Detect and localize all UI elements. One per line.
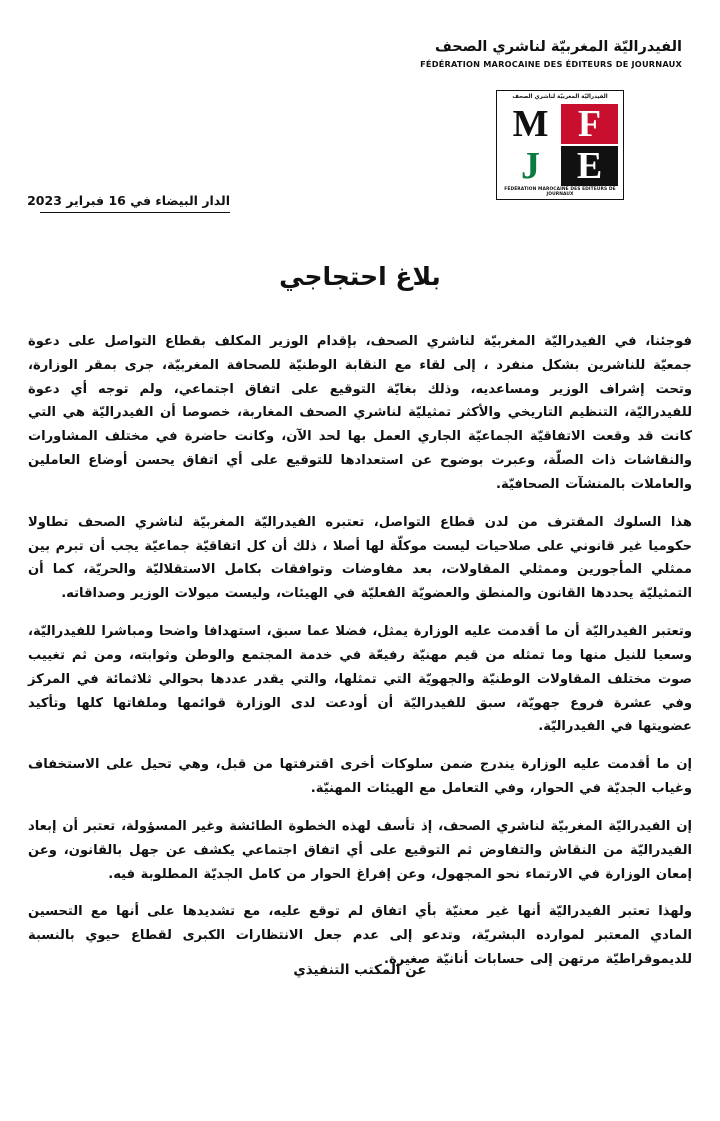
paragraph-1: فوجئنا، في الفيدراليّة المغربيّة لناشري الصحف، بإقدام الوزير المكلف بقطاع التواصل على دعوة جمعيّة للناشرين بشكل منفرد ، إلى لقاء مع النقابة الوطنيّة للصحافة المغربيّة، جرى بمقر الوزارة، وتحت إشراف الوزير ومساعديه، وذلك بغايّة التوقيع على اتفاق اجتماعي، ولم توجه أي دعوة للفيدراليّة، التنظيم التاريخي والأكثر تمثيليّة لناشري الصحف المغاربة، خصوصا أن الفيدراليّة هي التي كانت قد وقعت الاتفاقيّة الجماعيّة الجاري العمل بها لحد الآن، وكانت حاضرة في مختلف المشاورات والنقاشات ذات الصلّة، وعبرت بوضوح عن استعدادها للتوقيع على أي اتفاق يحسن أوضاع العاملين والعاملات بالمنشآت الصحافيّة. [28,334,692,492]
organization-name-arabic: الفيدراليّة المغربيّة لناشري الصحف [434,39,682,55]
paragraph-2: هذا السلوك المقترف من لدن قطاع التواصل، تعتبره الفيدراليّة المغربيّة لناشري الصحف تطاولا حكوميا غير قانوني على صلاحيات ليست موكلّة لها أصلا ، ذلك أن كل اتفاقيّة جماعيّة يجب أن تبرم بين ممثلي المأجورين وممثلي المقاولات، بعد مفاوضات وتوافقات بكامل الاستقلاليّة والحريّة، كما أن التمثيليّة يحددها القانون والمنطق والعضويّة الفعليّة في الهيئات، وليست ميولات الوزير وصداقاته. [28,514,692,602]
logo-caption-french: FÉDÉRATION MAROCAINE DES EDITEURS DE JOURNAUX [504,187,616,197]
paragraph-6: ولهذا تعتبر الفيدراليّة أنها غير معنيّة بأي اتفاق لم توقع عليه، مع تشديدها على أنها مع التحسين المادي المعتبر لموارده البشريّة، وتدعو إلى عدم جعل الانتظارات الكبرى لقطاع حيوي بالنسبة للديموقراطيّة مرتهن إلى حسابات أنانيّة صغيرة. [28,904,692,968]
dateline-underline [40,212,230,213]
logo-caption-arabic: الفيدراليّة المغربيّة لناشري الصحف [512,94,608,100]
organization-names [420,38,682,69]
logo-frame [496,90,624,200]
paragraph-3: وتعتبر الفيدراليّة أن ما أقدمت عليه الوزارة يمثل، فضلا عما سبق، استهدافا واضحا ومباشرا للفيدراليّة، وسعيا للنيل منها وما تمثله من قيم مهنيّة رفيعّة في خدمة المجتمع والوطن وثوابته، ومن ثم تغييب صوت مختلف المقاولات الوطنيّة والجهويّة التي تمثلها، والتي يقدر عددها بحوالي ثلاثمائة في المركز وفي عشرة فروع جهويّة، سبق للفيدراليّة أن أودعت لدى الوزارة قوائمها وملفاتها كلها وتأكيد عضويتها في الفيدراليّة. [28,624,692,735]
document-body [28,330,692,986]
logo-letter-f: F [561,104,618,144]
logo-letter-e: E [561,146,618,186]
dateline-text: الدار البيضاء في 16 فبراير 2023 [27,193,230,208]
document-header [0,28,720,208]
organization-name-french: FÉDÉRATION MAROCAINE DES ÉDITEURS DE JOURNAUX [420,58,682,69]
logo-letter-grid [502,104,618,186]
paragraph-4: إن ما أقدمت عليه الوزارة يندرج ضمن سلوكات أخرى اقترفتها من قبل، وهي تحيل على الاستخفاف وغياب الجديّة في الحوار، وفي التعامل مع الهيئات المهنيّة. [28,757,692,797]
signature-line: عن المكتب التنفيذي [293,962,427,978]
dateline [27,193,230,213]
page-title: بلاغ احتجاجي [279,262,441,291]
fmej-logo [496,90,624,218]
logo-letter-m: M [502,104,559,144]
paragraph-5: إن الفيدراليّة المغربيّة لناشري الصحف، إذ تأسف لهذه الخطوة الطائشة وغير المسؤولة، تعتبر أن إبعاد الفيدراليّة من النقاش والتفاوض ثم التوقيع على أي اتفاق اجتماعي يكشف عن جهل بالقانون، وعن إمعان الوزارة في الارتماء نحو المجهول، وعن إفراغ الحوار من كامل الجديّة المطلوبة فيه. [28,818,692,882]
logo-letter-j: J [502,146,559,186]
